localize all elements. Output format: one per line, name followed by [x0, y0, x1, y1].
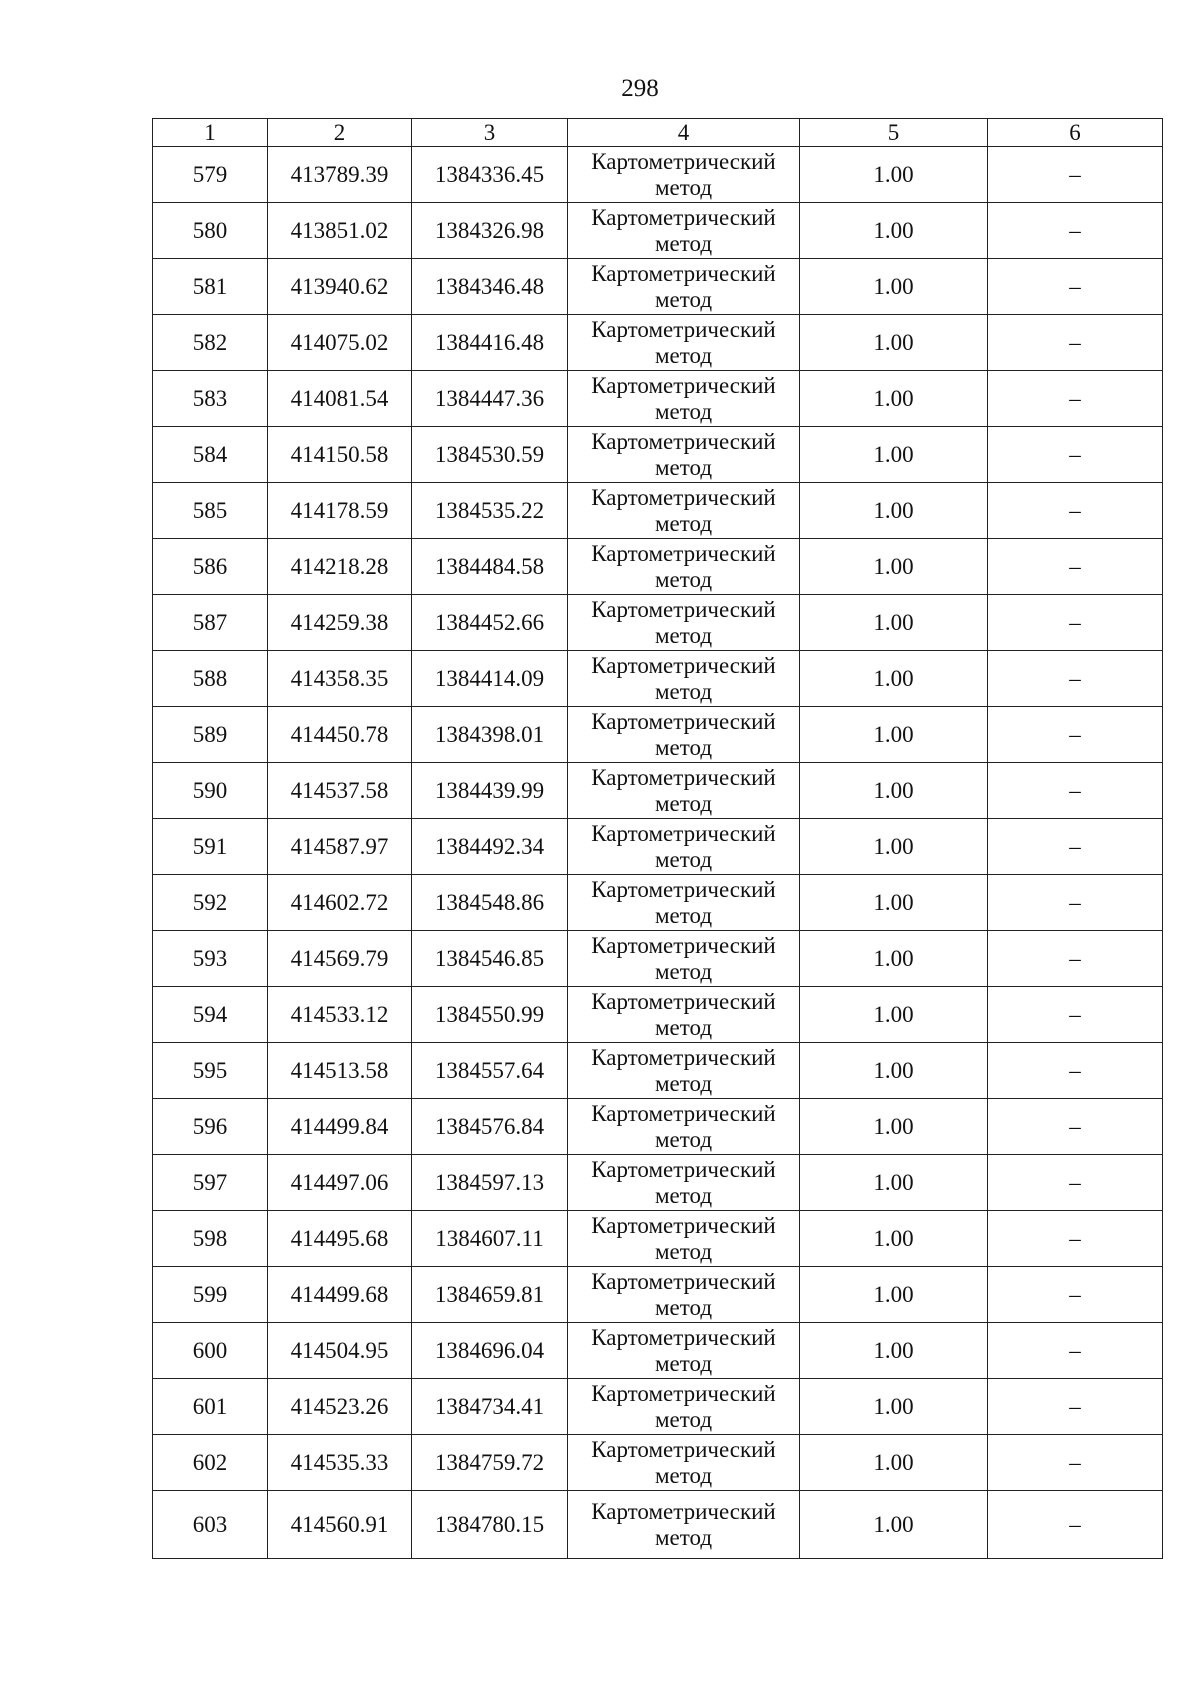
point-number-cell: 581: [153, 259, 268, 315]
method-line-2: метод: [654, 678, 713, 704]
method-cell: [568, 259, 800, 315]
method-cell: [568, 763, 800, 819]
note-cell: –: [988, 987, 1163, 1043]
note-cell: –: [988, 427, 1163, 483]
method-line-1: Картометрический: [591, 1044, 776, 1070]
accuracy-cell: 1.00: [800, 483, 988, 539]
note-cell: –: [988, 1323, 1163, 1379]
coordinate-x-cell: 414602.72: [268, 875, 412, 931]
table-row: [153, 427, 1163, 483]
point-number-cell: 601: [153, 1379, 268, 1435]
coordinate-x-cell: 414178.59: [268, 483, 412, 539]
method-line-2: метод: [654, 174, 713, 200]
accuracy-cell: 1.00: [800, 931, 988, 987]
method-cell: [568, 1211, 800, 1267]
note-cell: –: [988, 1491, 1163, 1559]
method-cell: [568, 1267, 800, 1323]
coordinate-y-cell: 1384492.34: [412, 819, 568, 875]
accuracy-cell: 1.00: [800, 1435, 988, 1491]
coordinate-y-cell: 1384398.01: [412, 707, 568, 763]
coordinate-x-cell: 413940.62: [268, 259, 412, 315]
method-cell: [568, 1435, 800, 1491]
table-row: [153, 1379, 1163, 1435]
method-line-2: метод: [654, 622, 713, 648]
method-line-1: Картометрический: [591, 708, 776, 734]
coordinate-x-cell: 414513.58: [268, 1043, 412, 1099]
accuracy-cell: 1.00: [800, 763, 988, 819]
coordinate-x-cell: 414075.02: [268, 315, 412, 371]
method-line-1: Картометрический: [591, 316, 776, 342]
table-row: [153, 763, 1163, 819]
accuracy-cell: 1.00: [800, 875, 988, 931]
method-line-2: метод: [654, 1406, 713, 1432]
accuracy-cell: 1.00: [800, 1323, 988, 1379]
point-number-cell: 595: [153, 1043, 268, 1099]
table-row: [153, 203, 1163, 259]
accuracy-cell: 1.00: [800, 371, 988, 427]
point-number-cell: 590: [153, 763, 268, 819]
table-row: [153, 539, 1163, 595]
method-line-2: метод: [654, 846, 713, 872]
method-line-1: Картометрический: [591, 204, 776, 230]
method-line-2: метод: [654, 734, 713, 760]
method-line-1: Картометрический: [591, 1268, 776, 1294]
method-cell: [568, 651, 800, 707]
coordinate-y-cell: 1384414.09: [412, 651, 568, 707]
coordinate-x-cell: 414499.68: [268, 1267, 412, 1323]
point-number-cell: 596: [153, 1099, 268, 1155]
coordinate-x-cell: 414569.79: [268, 931, 412, 987]
method-line-1: Картометрический: [591, 372, 776, 398]
point-number-cell: 584: [153, 427, 268, 483]
coordinate-y-cell: 1384447.36: [412, 371, 568, 427]
accuracy-cell: 1.00: [800, 1211, 988, 1267]
method-line-1: Картометрический: [591, 1498, 776, 1524]
method-line-2: метод: [654, 958, 713, 984]
coordinate-x-cell: 414081.54: [268, 371, 412, 427]
table-row: [153, 1155, 1163, 1211]
point-number-cell: 600: [153, 1323, 268, 1379]
coordinate-y-cell: 1384439.99: [412, 763, 568, 819]
coordinate-y-cell: 1384780.15: [412, 1491, 568, 1559]
table-row: [153, 987, 1163, 1043]
table-row: [153, 147, 1163, 203]
point-number-cell: 602: [153, 1435, 268, 1491]
column-header-4: 4: [568, 119, 800, 147]
table-row: [153, 371, 1163, 427]
table-row: [153, 1099, 1163, 1155]
method-line-2: метод: [654, 1014, 713, 1040]
method-cell: [568, 875, 800, 931]
table-row: [153, 595, 1163, 651]
coordinate-x-cell: 414523.26: [268, 1379, 412, 1435]
table-row: [153, 707, 1163, 763]
method-line-1: Картометрический: [591, 1212, 776, 1238]
coordinate-x-cell: 414499.84: [268, 1099, 412, 1155]
coordinate-y-cell: 1384607.11: [412, 1211, 568, 1267]
accuracy-cell: 1.00: [800, 819, 988, 875]
note-cell: –: [988, 819, 1163, 875]
note-cell: –: [988, 483, 1163, 539]
table-row: [153, 931, 1163, 987]
method-line-2: метод: [654, 1462, 713, 1488]
point-number-cell: 598: [153, 1211, 268, 1267]
method-line-2: метод: [654, 1238, 713, 1264]
method-line-1: Картометрический: [591, 932, 776, 958]
coordinate-y-cell: 1384416.48: [412, 315, 568, 371]
coordinate-x-cell: 413789.39: [268, 147, 412, 203]
coordinates-table: [152, 118, 1163, 1559]
note-cell: –: [988, 1435, 1163, 1491]
note-cell: –: [988, 203, 1163, 259]
column-header-6: 6: [988, 119, 1163, 147]
table-row: [153, 315, 1163, 371]
method-line-2: метод: [654, 510, 713, 536]
method-line-1: Картометрический: [591, 876, 776, 902]
method-line-2: метод: [654, 1070, 713, 1096]
point-number-cell: 587: [153, 595, 268, 651]
accuracy-cell: 1.00: [800, 1155, 988, 1211]
coordinate-y-cell: 1384336.45: [412, 147, 568, 203]
coordinate-y-cell: 1384576.84: [412, 1099, 568, 1155]
coordinate-x-cell: 413851.02: [268, 203, 412, 259]
point-number-cell: 582: [153, 315, 268, 371]
method-line-1: Картометрический: [591, 1100, 776, 1126]
accuracy-cell: 1.00: [800, 1379, 988, 1435]
coordinate-y-cell: 1384548.86: [412, 875, 568, 931]
note-cell: –: [988, 707, 1163, 763]
note-cell: –: [988, 1099, 1163, 1155]
note-cell: –: [988, 1267, 1163, 1323]
point-number-cell: 580: [153, 203, 268, 259]
point-number-cell: 588: [153, 651, 268, 707]
method-line-1: Картометрический: [591, 540, 776, 566]
method-line-2: метод: [654, 342, 713, 368]
accuracy-cell: 1.00: [800, 595, 988, 651]
method-line-2: метод: [654, 286, 713, 312]
note-cell: –: [988, 595, 1163, 651]
method-cell: [568, 147, 800, 203]
point-number-cell: 579: [153, 147, 268, 203]
coordinate-y-cell: 1384530.59: [412, 427, 568, 483]
coordinate-x-cell: 414218.28: [268, 539, 412, 595]
method-line-2: метод: [654, 1524, 713, 1550]
page-number: 298: [621, 75, 659, 102]
coordinate-x-cell: 414150.58: [268, 427, 412, 483]
method-line-1: Картометрический: [591, 1380, 776, 1406]
point-number-cell: 585: [153, 483, 268, 539]
method-line-2: метод: [654, 230, 713, 256]
method-cell: [568, 427, 800, 483]
note-cell: –: [988, 147, 1163, 203]
coordinate-x-cell: 414535.33: [268, 1435, 412, 1491]
table-row: [153, 1043, 1163, 1099]
table-header-row: [153, 119, 1163, 147]
point-number-cell: 603: [153, 1491, 268, 1559]
method-cell: [568, 819, 800, 875]
coordinate-y-cell: 1384734.41: [412, 1379, 568, 1435]
coordinate-x-cell: 414504.95: [268, 1323, 412, 1379]
point-number-cell: 593: [153, 931, 268, 987]
method-cell: [568, 1099, 800, 1155]
method-line-2: метод: [654, 566, 713, 592]
coordinate-y-cell: 1384546.85: [412, 931, 568, 987]
note-cell: –: [988, 1379, 1163, 1435]
note-cell: –: [988, 875, 1163, 931]
note-cell: –: [988, 931, 1163, 987]
table-row: [153, 1491, 1163, 1559]
method-line-1: Картометрический: [591, 596, 776, 622]
method-cell: [568, 203, 800, 259]
method-line-2: метод: [654, 1126, 713, 1152]
accuracy-cell: 1.00: [800, 147, 988, 203]
method-line-2: метод: [654, 790, 713, 816]
method-line-1: Картометрический: [591, 484, 776, 510]
table-row: [153, 1211, 1163, 1267]
note-cell: –: [988, 259, 1163, 315]
column-header-2: 2: [268, 119, 412, 147]
coordinate-y-cell: 1384557.64: [412, 1043, 568, 1099]
point-number-cell: 597: [153, 1155, 268, 1211]
column-header-5: 5: [800, 119, 988, 147]
coordinate-y-cell: 1384346.48: [412, 259, 568, 315]
method-cell: [568, 315, 800, 371]
method-cell: [568, 931, 800, 987]
note-cell: –: [988, 539, 1163, 595]
method-cell: [568, 707, 800, 763]
column-header-3: 3: [412, 119, 568, 147]
note-cell: –: [988, 371, 1163, 427]
method-cell: [568, 1155, 800, 1211]
coordinate-x-cell: 414537.58: [268, 763, 412, 819]
table-row: [153, 1267, 1163, 1323]
note-cell: –: [988, 1211, 1163, 1267]
coordinate-y-cell: 1384326.98: [412, 203, 568, 259]
point-number-cell: 592: [153, 875, 268, 931]
coordinate-x-cell: 414587.97: [268, 819, 412, 875]
method-line-1: Картометрический: [591, 652, 776, 678]
method-cell: [568, 539, 800, 595]
method-line-1: Картометрический: [591, 1324, 776, 1350]
table-row: [153, 1323, 1163, 1379]
table-row: [153, 259, 1163, 315]
method-cell: [568, 483, 800, 539]
accuracy-cell: 1.00: [800, 1267, 988, 1323]
note-cell: –: [988, 315, 1163, 371]
coordinate-x-cell: 414358.35: [268, 651, 412, 707]
accuracy-cell: 1.00: [800, 539, 988, 595]
method-line-2: метод: [654, 902, 713, 928]
accuracy-cell: 1.00: [800, 651, 988, 707]
method-line-2: метод: [654, 1350, 713, 1376]
note-cell: –: [988, 1043, 1163, 1099]
method-cell: [568, 1379, 800, 1435]
method-line-1: Картометрический: [591, 428, 776, 454]
coordinate-y-cell: 1384484.58: [412, 539, 568, 595]
method-cell: [568, 1323, 800, 1379]
method-line-1: Картометрический: [591, 1436, 776, 1462]
accuracy-cell: 1.00: [800, 203, 988, 259]
coordinate-x-cell: 414259.38: [268, 595, 412, 651]
table-row: [153, 1435, 1163, 1491]
method-line-2: метод: [654, 1182, 713, 1208]
table-row: [153, 819, 1163, 875]
coordinate-x-cell: 414533.12: [268, 987, 412, 1043]
coordinate-y-cell: 1384535.22: [412, 483, 568, 539]
note-cell: –: [988, 1155, 1163, 1211]
note-cell: –: [988, 763, 1163, 819]
method-line-2: метод: [654, 398, 713, 424]
method-line-1: Картометрический: [591, 1156, 776, 1182]
accuracy-cell: 1.00: [800, 427, 988, 483]
method-cell: [568, 595, 800, 651]
method-line-2: метод: [654, 1294, 713, 1320]
accuracy-cell: 1.00: [800, 1099, 988, 1155]
table-row: [153, 875, 1163, 931]
coordinate-y-cell: 1384452.66: [412, 595, 568, 651]
point-number-cell: 591: [153, 819, 268, 875]
note-cell: –: [988, 651, 1163, 707]
coordinate-y-cell: 1384550.99: [412, 987, 568, 1043]
accuracy-cell: 1.00: [800, 707, 988, 763]
method-line-1: Картометрический: [591, 820, 776, 846]
coordinate-y-cell: 1384659.81: [412, 1267, 568, 1323]
method-cell: [568, 1491, 800, 1559]
coordinate-x-cell: 414497.06: [268, 1155, 412, 1211]
method-line-1: Картометрический: [591, 764, 776, 790]
table-body: [153, 147, 1163, 1559]
coordinate-y-cell: 1384597.13: [412, 1155, 568, 1211]
coordinate-x-cell: 414495.68: [268, 1211, 412, 1267]
column-header-1: 1: [153, 119, 268, 147]
method-line-1: Картометрический: [591, 260, 776, 286]
accuracy-cell: 1.00: [800, 1043, 988, 1099]
table-row: [153, 651, 1163, 707]
coordinate-y-cell: 1384759.72: [412, 1435, 568, 1491]
coordinate-x-cell: 414450.78: [268, 707, 412, 763]
point-number-cell: 599: [153, 1267, 268, 1323]
coordinate-x-cell: 414560.91: [268, 1491, 412, 1559]
point-number-cell: 594: [153, 987, 268, 1043]
method-line-1: Картометрический: [591, 148, 776, 174]
coordinate-y-cell: 1384696.04: [412, 1323, 568, 1379]
method-cell: [568, 987, 800, 1043]
accuracy-cell: 1.00: [800, 259, 988, 315]
method-cell: [568, 371, 800, 427]
point-number-cell: 583: [153, 371, 268, 427]
accuracy-cell: 1.00: [800, 1491, 988, 1559]
accuracy-cell: 1.00: [800, 987, 988, 1043]
point-number-cell: 586: [153, 539, 268, 595]
point-number-cell: 589: [153, 707, 268, 763]
accuracy-cell: 1.00: [800, 315, 988, 371]
method-line-2: метод: [654, 454, 713, 480]
method-line-1: Картометрический: [591, 988, 776, 1014]
table-row: [153, 483, 1163, 539]
method-cell: [568, 1043, 800, 1099]
